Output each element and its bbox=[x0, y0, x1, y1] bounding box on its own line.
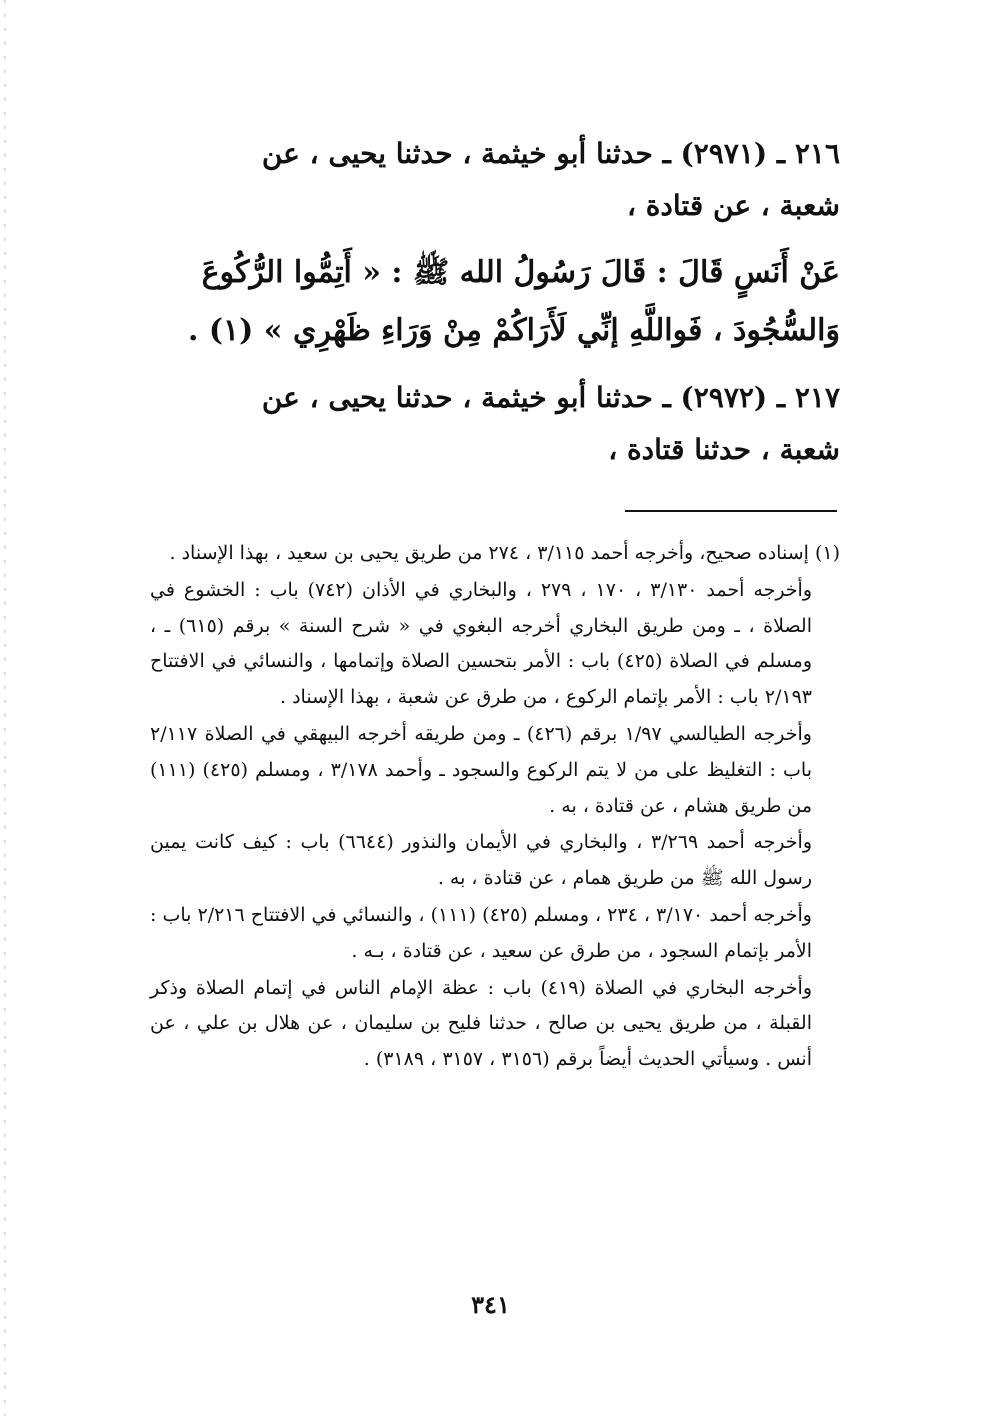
hadith-217-line1: ٢١٧ ـ (٢٩٧٢) ـ حدثنا أبو خيثمة ، حدثنا يحيى ، عن bbox=[261, 381, 840, 414]
matn-line2: وَالسُّجُودَ ، فَواللَّهِ إنِّي لَأَرَاكُمْ مِنْ وَرَاءِ ظَهْرِي » (١) . bbox=[187, 313, 840, 348]
footnote-paragraph: وأخرجه الطيالسي ١/٩٧ برقم (٤٢٦) ـ ومن طريقه أخرجه البيهقي في الصلاة ٢/١١٧ باب : التغليظ على من لا يتم الركوع والسجود ـ وأحمد ٣/١٧٨ ، ومسلم (٤٢٥) (١١١) من طريق هشام ، عن قتادة ، به . bbox=[150, 722, 813, 817]
hadith-216-line1: ٢١٦ ـ (٢٩٧١) ـ حدثنا أبو خيثمة ، حدثنا يحيى ، عن bbox=[261, 137, 840, 170]
footnote-paragraph: وأخرجه أحمد ٣/١٣٠ ، ١٧٠ ، ٢٧٩ ، والبخاري في الأذان (٧٤٢) باب : الخشوع في الصلاة ، ـ ومن طريق البخاري أخرجه البغوي في « شرح السنة » برقم (٦١٥) ـ ، ومسلم في الصلاة (٤٢٥) باب : الأمر بتحسين الصلاة وإتمامها ، والنسائي في الافتتاح ٢/١٩٣ باب : الأمر بإتمام الركوع ، من طرق عن شعبة ، بهذا الإسناد . bbox=[150, 578, 812, 709]
footnote-paragraph: وأخرجه البخاري في الصلاة (٤١٩) باب : عظة الإمام الناس في إتمام الصلاة وذكر القبلة ، من طريق يحيى بن صالح ، حدثنا فليح بن سليمان ، عن هلال بن علي ، عن أنس . وسيأتي الحديث أيضاً برقم (٣١٥٦ ، ٣١٥٧ ، ٣١٨٩) . bbox=[150, 976, 812, 1071]
page-number: ٣٤١ bbox=[471, 1290, 510, 1319]
hadith-216 bbox=[150, 128, 840, 232]
hadith-217 bbox=[150, 372, 840, 476]
scan-edge-marks bbox=[4, 0, 6, 1416]
footnote-paragraph: وأخرجه أحمد ٣/١٧٠ ، ٢٣٤ ، ومسلم (٤٢٥) (١١١) ، والنسائي في الافتتاح ٢/٢١٦ باب : الأمر بإتمام السجود ، من طرق عن سعيد ، عن قتادة ، بـه . bbox=[150, 903, 812, 962]
hadith-matn bbox=[150, 244, 840, 360]
hadith-216-line2: شعبة ، عن قتادة ، bbox=[626, 189, 840, 222]
footnote-separator bbox=[625, 510, 837, 512]
hadith-217-line2: شعبة ، حدثنا قتادة ، bbox=[608, 433, 840, 466]
footnotes bbox=[150, 536, 840, 1078]
matn-line1: عَنْ أَنَسٍ قَالَ : قَالَ رَسُولُ الله ﷺ : « أَتِمُّوا الرُّكُوعَ bbox=[201, 255, 840, 290]
footnote-1: (١) إسناده صحيح، وأخرجه أحمد ٣/١١٥ ، ٢٧٤ من طريق يحيى بن سعيد ، بهذا الإسناد . bbox=[169, 542, 840, 564]
footnote-paragraph: وأخرجه أحمد ٣/٢٦٩ ، والبخاري في الأيمان والنذور (٦٦٤٤) باب : كيف كانت يمين رسول الله ﷺ من طريق همام ، عن قتادة ، به . bbox=[150, 831, 812, 890]
